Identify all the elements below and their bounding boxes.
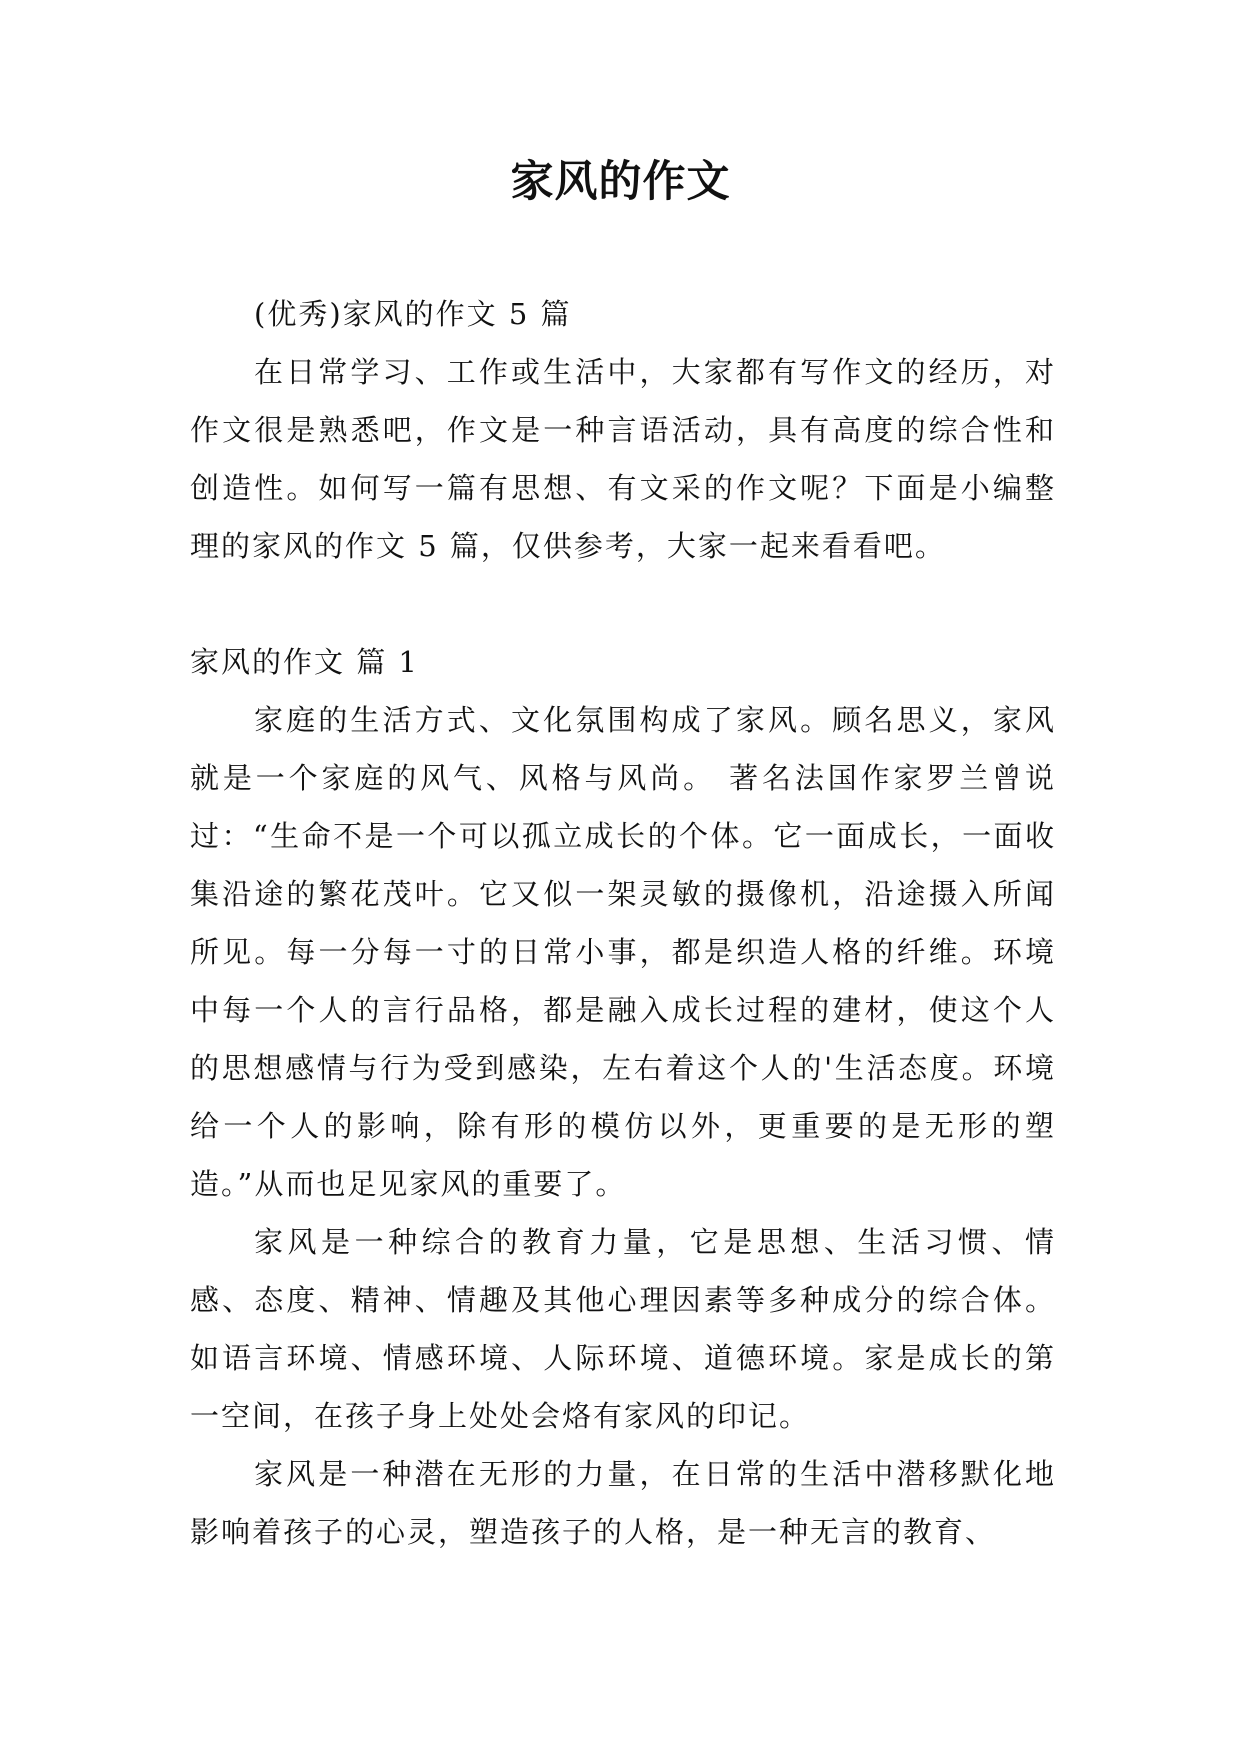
document-body — [190, 285, 1056, 1561]
body-paragraph-1: 家庭的生活方式、文化氛围构成了家风。顾名思义，家风就是一个家庭的风气、风格与风尚。 著名法国作家罗兰曾说过：“生命不是一个可以孤立成长的个体。它一面成长，一面收集沿途的繁花茂叶。它又似一架灵敏的摄像机，沿途摄入所闻所见。每一分每一寸的日常小事，都是织造人格的纤维。环境中每一个人的言行品格，都是融入成长过程的建材，使这个人的思想感情与行为受到感染，左右着这个人的'生活态度。环境给一个人的影响，除有形的模仿以外，更重要的是无形的塑造。”从而也足见家风的重要了。 — [190, 703, 1056, 1201]
document-subtitle: (优秀)家风的作文 5 篇 — [254, 297, 572, 331]
body-paragraph-3: 家风是一种潜在无形的力量，在日常的生活中潜移默化地影响着孩子的心灵，塑造孩子的人格，是一种无言的教育、 — [190, 1457, 1056, 1549]
body-paragraph-2: 家风是一种综合的教育力量，它是思想、生活习惯、情感、态度、精神、情趣及其他心理因素等多种成分的综合体。如语言环境、情感环境、人际环境、道德环境。家是成长的第一空间，在孩子身上处处会烙有家风的印记。 — [190, 1225, 1056, 1433]
intro-paragraph: 在日常学习、工作或生活中，大家都有写作文的经历，对作文很是熟悉吧，作文是一种言语活动，具有高度的综合性和创造性。如何写一篇有思想、有文采的作文呢？下面是小编整理的家风的作文 5 篇，仅供参考，大家一起来看看吧。 — [190, 355, 1056, 563]
document-title: 家风的作文 — [510, 157, 731, 207]
section-heading: 家风的作文 篇 1 — [190, 645, 419, 679]
